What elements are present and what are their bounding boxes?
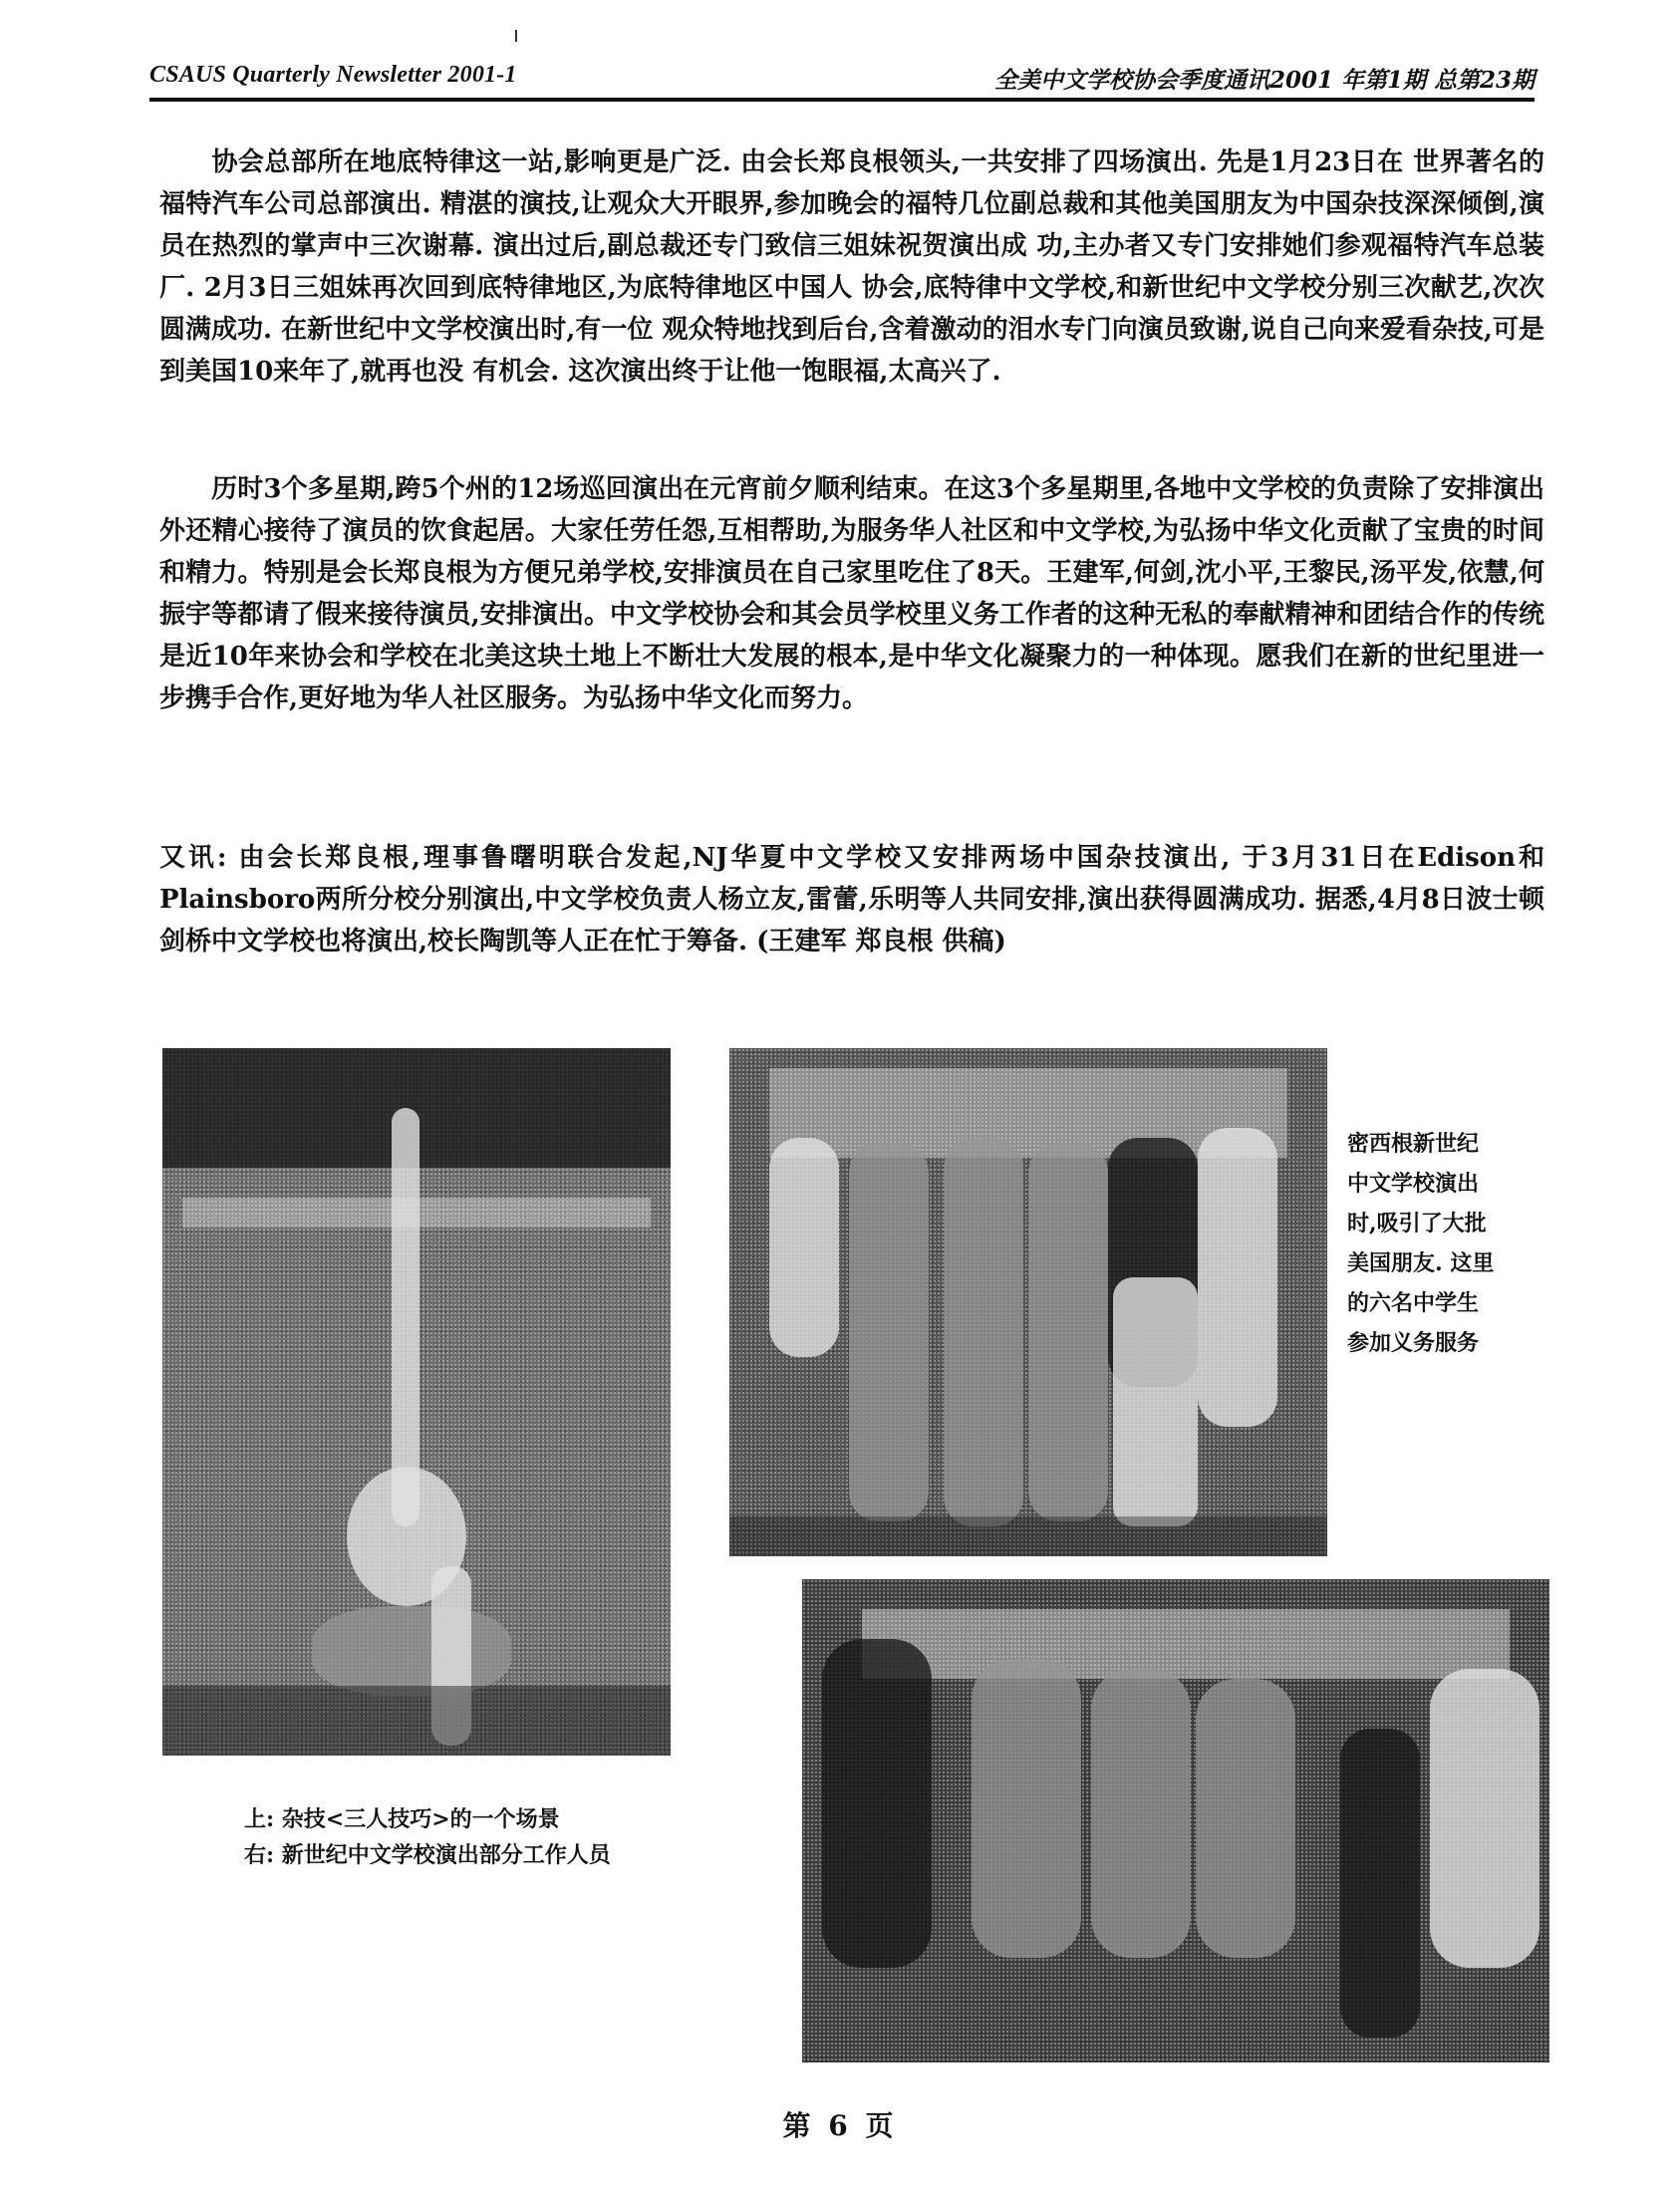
note-label: 又讯: [159,843,227,873]
caption-line: 中文学校演出 [1347,1171,1480,1197]
caption-line: 美国朋友. 这里 [1347,1250,1495,1276]
note-text: 由会长郑良根,理事鲁曙明联合发起,NJ华夏中文学校又安排两场中国杂技演出, 于3月31日在Edison和Plainsboro两所分校分别演出,中文学校负责人杨立友,雷蕾,乐明等人共同安排,演出获得圆满成功. 据悉,4月8日波士顿剑桥中文学校也将演出,校长陶凯等人正在忙于筹备. (王建军 郑良根 供稿) [159,843,1544,957]
article-paragraph-2 [159,468,1544,719]
caption-line: 上: 杂技<三人技巧>的一个场景 [244,1806,560,1832]
caption-line: 右: 新世纪中文学校演出部分工作人员 [244,1842,611,1868]
photos-caption [244,1801,762,1873]
page-header [149,62,1535,96]
caption-line: 时,吸引了大批 [1347,1211,1487,1236]
paragraph-2-text: 历时3个多星期,跨5个州的12场巡回演出在元宵前夕顺利结束。在这3个多星期里,各地中文学校的负责除了安排演出外还精心接待了演员的饮食起居。大家任劳任怨,互相帮助,为服务华人社区和中文学校,为弘扬中华文化贡献了宝贵的时间和精力。特别是会长郑良根为方便兄弟学校,安排演员在自己家里吃住了8天。王建军,何剑,沈小平,王黎民,汤平发,依慧,何振宇等都请了假来接待演员,安排演出。中文学校协会和其会员学校里义务工作者的这种无私的奉献精神和团结合作的传统是近10年来协会和学校在北美这块土地上不断壮大发展的根本,是中华文化凝聚力的一种体现。愿我们在新的世纪里进一步携手合作,更好地为华人社区服务。为弘扬中华文化而努力。 [159,474,1544,713]
newsletter-title-zh: 全美中文学校协会季度通讯2001 年第1期 总第23期 [993,67,1535,94]
students-photo [729,1048,1327,1556]
page-number: 第 6 页 [782,2109,898,2142]
volunteers-photo [802,1579,1549,2062]
paragraph-1-text: 协会总部所在地底特律这一站,影响更是广泛. 由会长郑良根领头,一共安排了四场演出. 先是1月23日在 世界著名的福特汽车公司总部演出. 精湛的演技,让观众大开眼界,参加晚会的福特几位副总裁和其他美国朋友为中国杂技深深倾倒,演员在热烈的掌声中三次谢幕. 演出过后,副总裁还专门致信三姐妹祝贺演出成 功,主办者又专门安排她们参观福特汽车总装厂. 2月3日三姐妹再次回到底特律地区,为底特律地区中国人 协会,底特律中文学校,和新世纪中文学校分别三次献艺,次次圆满成功. 在新世纪中文学校演出时,有一位 观众特地找到后台,含着激动的泪水专门向演员致谢,说自己向来爱看杂技,可是到美国10来年了,就再也没 有机会. 这次演出终于让他一饱眼福,太高兴了. [159,147,1544,387]
caption-line: 的六名中学生 [1347,1290,1480,1316]
scan-mark [515,30,517,42]
caption-line: 参加义务服务 [1347,1330,1480,1356]
newsletter-title-en: CSAUS Quarterly Newsletter 2001-1 [149,62,517,88]
article-paragraph-1 [159,141,1544,393]
header-rule [149,98,1535,102]
caption-line: 密西根新世纪 [1347,1131,1480,1157]
students-photo-caption [1347,1124,1517,1363]
acrobatics-photo [162,1048,671,1756]
news-note [159,837,1544,962]
